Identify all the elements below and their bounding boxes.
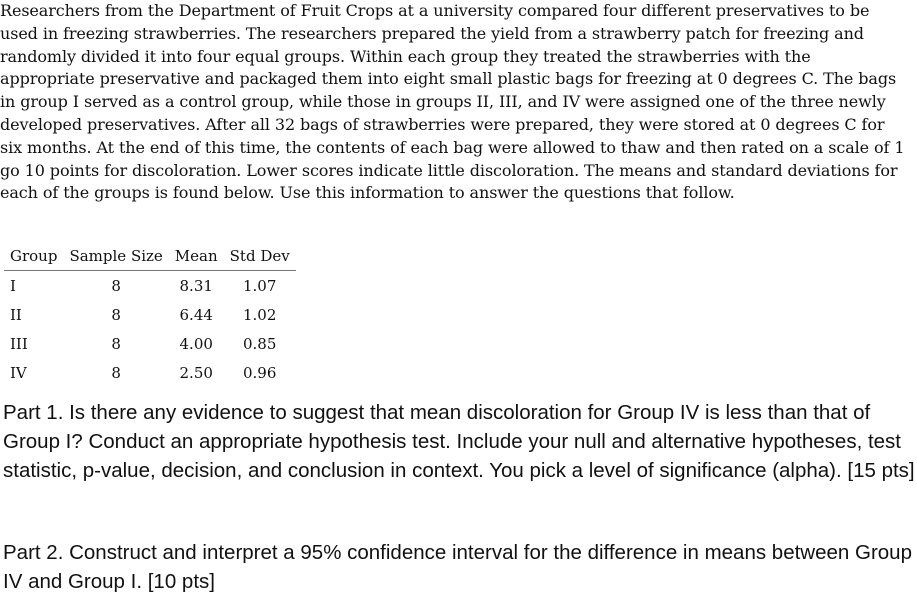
sample-size-cell: 8 <box>111 276 121 295</box>
table-row <box>4 329 296 358</box>
question-part-1: Part 1. Is there any evidence to suggest that mean discoloration for Group IV is less than that of Group I? Conduct an appropriate hypothesis test. Include your null and alternative hypotheses, test statistic, p-value, decision, and conclusion in context. You pick a level of significance (alpha). [15 pts] <box>3 401 915 483</box>
header-mean: Mean <box>169 242 224 271</box>
std-dev-cell: 1.07 <box>242 276 277 295</box>
table-row <box>4 300 296 329</box>
group-cell: II <box>10 305 22 324</box>
mean-cell: 6.44 <box>179 305 213 324</box>
sample-size-cell: 8 <box>111 305 121 324</box>
problem-description: Researchers from the Department of Fruit Crops at a university compared four different preservatives to be used in freezing strawberries. The researchers prepared the yield from a strawberry patch for freezing and randomly divided it into four equal groups. Within each group they treated the strawberries with the appropriate preservative and packaged them into eight small plastic bags for freezing at 0 degrees C. The bags in group I served as a control group, while those in groups II, III, and IV were assigned one of the three newly developed preservatives. After all 32 bags of strawberries were prepared, they were stored at 0 degrees C for six months. At the end of this time, the contents of each bag were allowed to thaw and then rated on a scale of 1 go 10 points for discoloration. Lower scores indicate little discoloration. The means and standard deviations for each of the groups is found below. Use this information to answer the questions that follow. <box>0 1 905 203</box>
sample-size-cell: 8 <box>111 334 121 353</box>
mean-cell: 8.31 <box>179 276 213 295</box>
header-std-dev: Std Dev <box>224 242 296 271</box>
table-header-row <box>4 242 296 271</box>
mean-cell: 2.50 <box>179 364 213 383</box>
table-row <box>4 271 296 301</box>
group-cell: I <box>10 276 16 295</box>
mean-cell: 4.00 <box>179 334 213 353</box>
std-dev-cell: 0.96 <box>242 364 277 383</box>
std-dev-cell: 1.02 <box>242 305 277 324</box>
group-cell: IV <box>10 364 27 383</box>
header-group: Group <box>4 242 63 271</box>
question-part-2: Part 2. Construct and interpret a 95% confidence interval for the difference in means between Group IV and Group I. [10 pts] <box>3 541 912 594</box>
group-cell: III <box>10 334 28 353</box>
group-statistics-table <box>4 242 296 388</box>
header-sample-size: Sample Size <box>63 242 168 271</box>
table-row <box>4 359 296 388</box>
sample-size-cell: 8 <box>111 364 121 383</box>
std-dev-cell: 0.85 <box>242 334 277 353</box>
